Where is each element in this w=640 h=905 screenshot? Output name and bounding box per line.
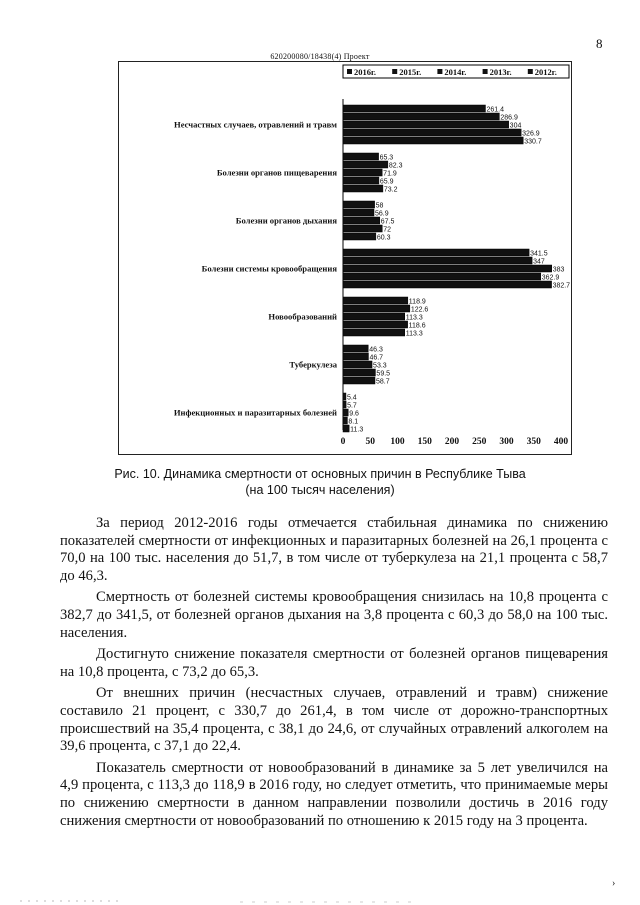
category-label: Новообразований <box>268 311 337 322</box>
data-label: 60.3 <box>376 234 391 242</box>
bar <box>343 201 375 208</box>
category-label: Болезни органов пищеварения <box>216 167 337 178</box>
x-tick-label: 0 <box>340 437 346 447</box>
bar <box>343 417 347 424</box>
legend-entry: 2016г. <box>354 67 377 77</box>
legend-entry: 2012г. <box>534 67 557 77</box>
bar <box>343 353 368 360</box>
bar <box>343 273 541 280</box>
bar <box>343 409 348 416</box>
data-label: 382.7 <box>552 282 571 290</box>
category-label: Несчастных случаев, отравлений и травм <box>174 119 337 130</box>
data-label: 65.9 <box>379 178 394 186</box>
legend-swatch <box>347 69 352 74</box>
legend-entry: 2015г. <box>399 67 422 77</box>
data-label: 362.9 <box>541 274 560 282</box>
bar <box>343 313 405 320</box>
data-label: 71.9 <box>383 170 397 178</box>
data-label: 46.7 <box>369 354 384 362</box>
paragraph: За период 2012-2016 годы отмечается стабильная динамика по снижению показателей смертности от инфекционных и паразитарных болезней на 26,1 процента с 70,0 на 100 тыс. населения до 51,7, в том числе от туберкулеза на 21,1 процента с 58,7 до 46,3. <box>60 515 608 584</box>
bar <box>343 209 374 216</box>
bar <box>343 113 499 120</box>
category-label: Инфекционных и паразитарных болезней <box>173 407 337 418</box>
bar <box>343 185 383 192</box>
bar <box>343 169 382 176</box>
category-label: Болезни органов дыхания <box>235 215 337 226</box>
data-label: 9.6 <box>349 410 359 418</box>
legend-swatch <box>528 69 533 74</box>
bar <box>343 425 349 432</box>
paragraph: Смертность от болезней системы кровообращения снизилась на 10,8 процента с 382,7 до 341,5, от болезней органов дыхания на 3,8 процента с 60,3 до 58,0 на 100 тыс. населения. <box>60 589 608 641</box>
x-tick-label: 350 <box>526 437 541 447</box>
body-text <box>60 515 608 834</box>
legend-entry: 2014г. <box>444 67 467 77</box>
bar <box>343 177 379 184</box>
page-number: 8 <box>596 36 603 51</box>
bar <box>343 401 346 408</box>
data-label: 82.3 <box>388 162 403 170</box>
data-label: 46.3 <box>369 346 383 354</box>
bar <box>343 361 372 368</box>
x-tick-label: 100 <box>390 437 405 447</box>
data-label: 56.9 <box>375 210 389 218</box>
data-label: 122.6 <box>410 306 429 314</box>
data-label: 5.4 <box>346 394 357 402</box>
data-label: 304 <box>509 122 522 130</box>
x-tick-label: 400 <box>553 437 569 447</box>
bar <box>343 297 408 304</box>
data-label: 383 <box>552 266 565 274</box>
bar <box>343 217 380 224</box>
bar <box>343 281 552 288</box>
data-label: 286.9 <box>500 114 518 122</box>
bar <box>343 153 379 160</box>
scan-edge-noise <box>0 897 640 905</box>
bar <box>343 233 376 240</box>
data-label: 8.1 <box>348 418 359 426</box>
bar <box>343 345 368 352</box>
data-label: 113.3 <box>405 314 423 322</box>
x-tick-label: 300 <box>499 437 514 447</box>
bar <box>343 305 410 312</box>
x-tick-label: 150 <box>417 437 432 447</box>
document-header: 620200080/18438(4) Проект <box>270 52 370 61</box>
chart-frame <box>118 61 572 455</box>
legend-entry: 2013г. <box>489 67 512 77</box>
legend-swatch <box>392 69 397 74</box>
mortality-bar-chart <box>119 62 573 456</box>
bar <box>343 249 529 256</box>
bar <box>343 105 485 112</box>
caption-line-2: (на 100 тысяч населения) <box>245 483 395 497</box>
data-label: 330.7 <box>524 138 542 146</box>
paragraph: Показатель смертности от новообразований в динамике за 5 лет увеличился на 4,9 процента, с 113,3 до 118,9 в 2016 году, но следует отметить, что принимаемые меры по снижению смертности в данном направлении позволили достичь в 2016 году снижения смертности от новообразований по отношению к 2015 году на 3 процента. <box>60 759 608 829</box>
data-label: 65.3 <box>379 154 394 162</box>
bar <box>343 265 552 272</box>
bar <box>343 321 408 328</box>
data-label: 5.7 <box>347 402 357 410</box>
bar <box>343 121 509 128</box>
corner-mark: › <box>612 878 616 889</box>
data-label: 67.5 <box>380 218 395 226</box>
data-label: 113.3 <box>405 330 423 338</box>
paragraph: От внешних причин (несчастных случаев, отравлений и травм) снижение составило 21 процент, с 330,7 до 261,4, в том числе от дорожно-транспортных происшествий на 35,4 процента, с 38,1 до 24,6, от случайных отравлений алкоголем на 39,6 процента, с 37,1 до 22,4. <box>60 685 608 755</box>
bar <box>343 129 521 136</box>
x-tick-label: 50 <box>365 437 375 447</box>
x-tick-label: 250 <box>472 437 487 447</box>
category-label: Туберкулеза <box>289 359 337 370</box>
bar <box>343 161 388 168</box>
bar <box>343 369 375 376</box>
data-label: 261.4 <box>486 106 504 114</box>
legend-swatch <box>437 69 442 74</box>
data-label: 118.9 <box>408 298 426 306</box>
data-label: 72 <box>383 226 392 234</box>
data-label: 58.7 <box>375 378 390 386</box>
data-label: 341.5 <box>530 250 548 258</box>
bar <box>343 257 532 264</box>
figure-caption <box>0 466 640 498</box>
data-label: 59.5 <box>376 370 391 378</box>
data-label: 326.9 <box>522 130 540 138</box>
data-label: 73.2 <box>383 186 398 194</box>
bar <box>343 377 375 384</box>
data-label: 58 <box>375 202 384 210</box>
bar <box>343 225 382 232</box>
legend-swatch <box>483 69 488 74</box>
bar <box>343 329 405 336</box>
paragraph: Достигнуто снижение показателя смертности от болезней органов пищеварения на 10,8 процента, с 73,2 до 65,3. <box>60 646 608 680</box>
bar <box>343 137 523 144</box>
data-label: 347 <box>533 258 545 266</box>
category-label: Болезни системы кровообращения <box>201 263 337 274</box>
caption-line-1: Рис. 10. Динамика смертности от основных причин в Республике Тыва <box>114 467 526 481</box>
data-label: 11.3 <box>350 426 364 434</box>
x-tick-label: 200 <box>444 437 460 447</box>
data-label: 118.6 <box>408 322 426 330</box>
bar <box>343 393 346 400</box>
data-label: 53.3 <box>373 362 387 370</box>
